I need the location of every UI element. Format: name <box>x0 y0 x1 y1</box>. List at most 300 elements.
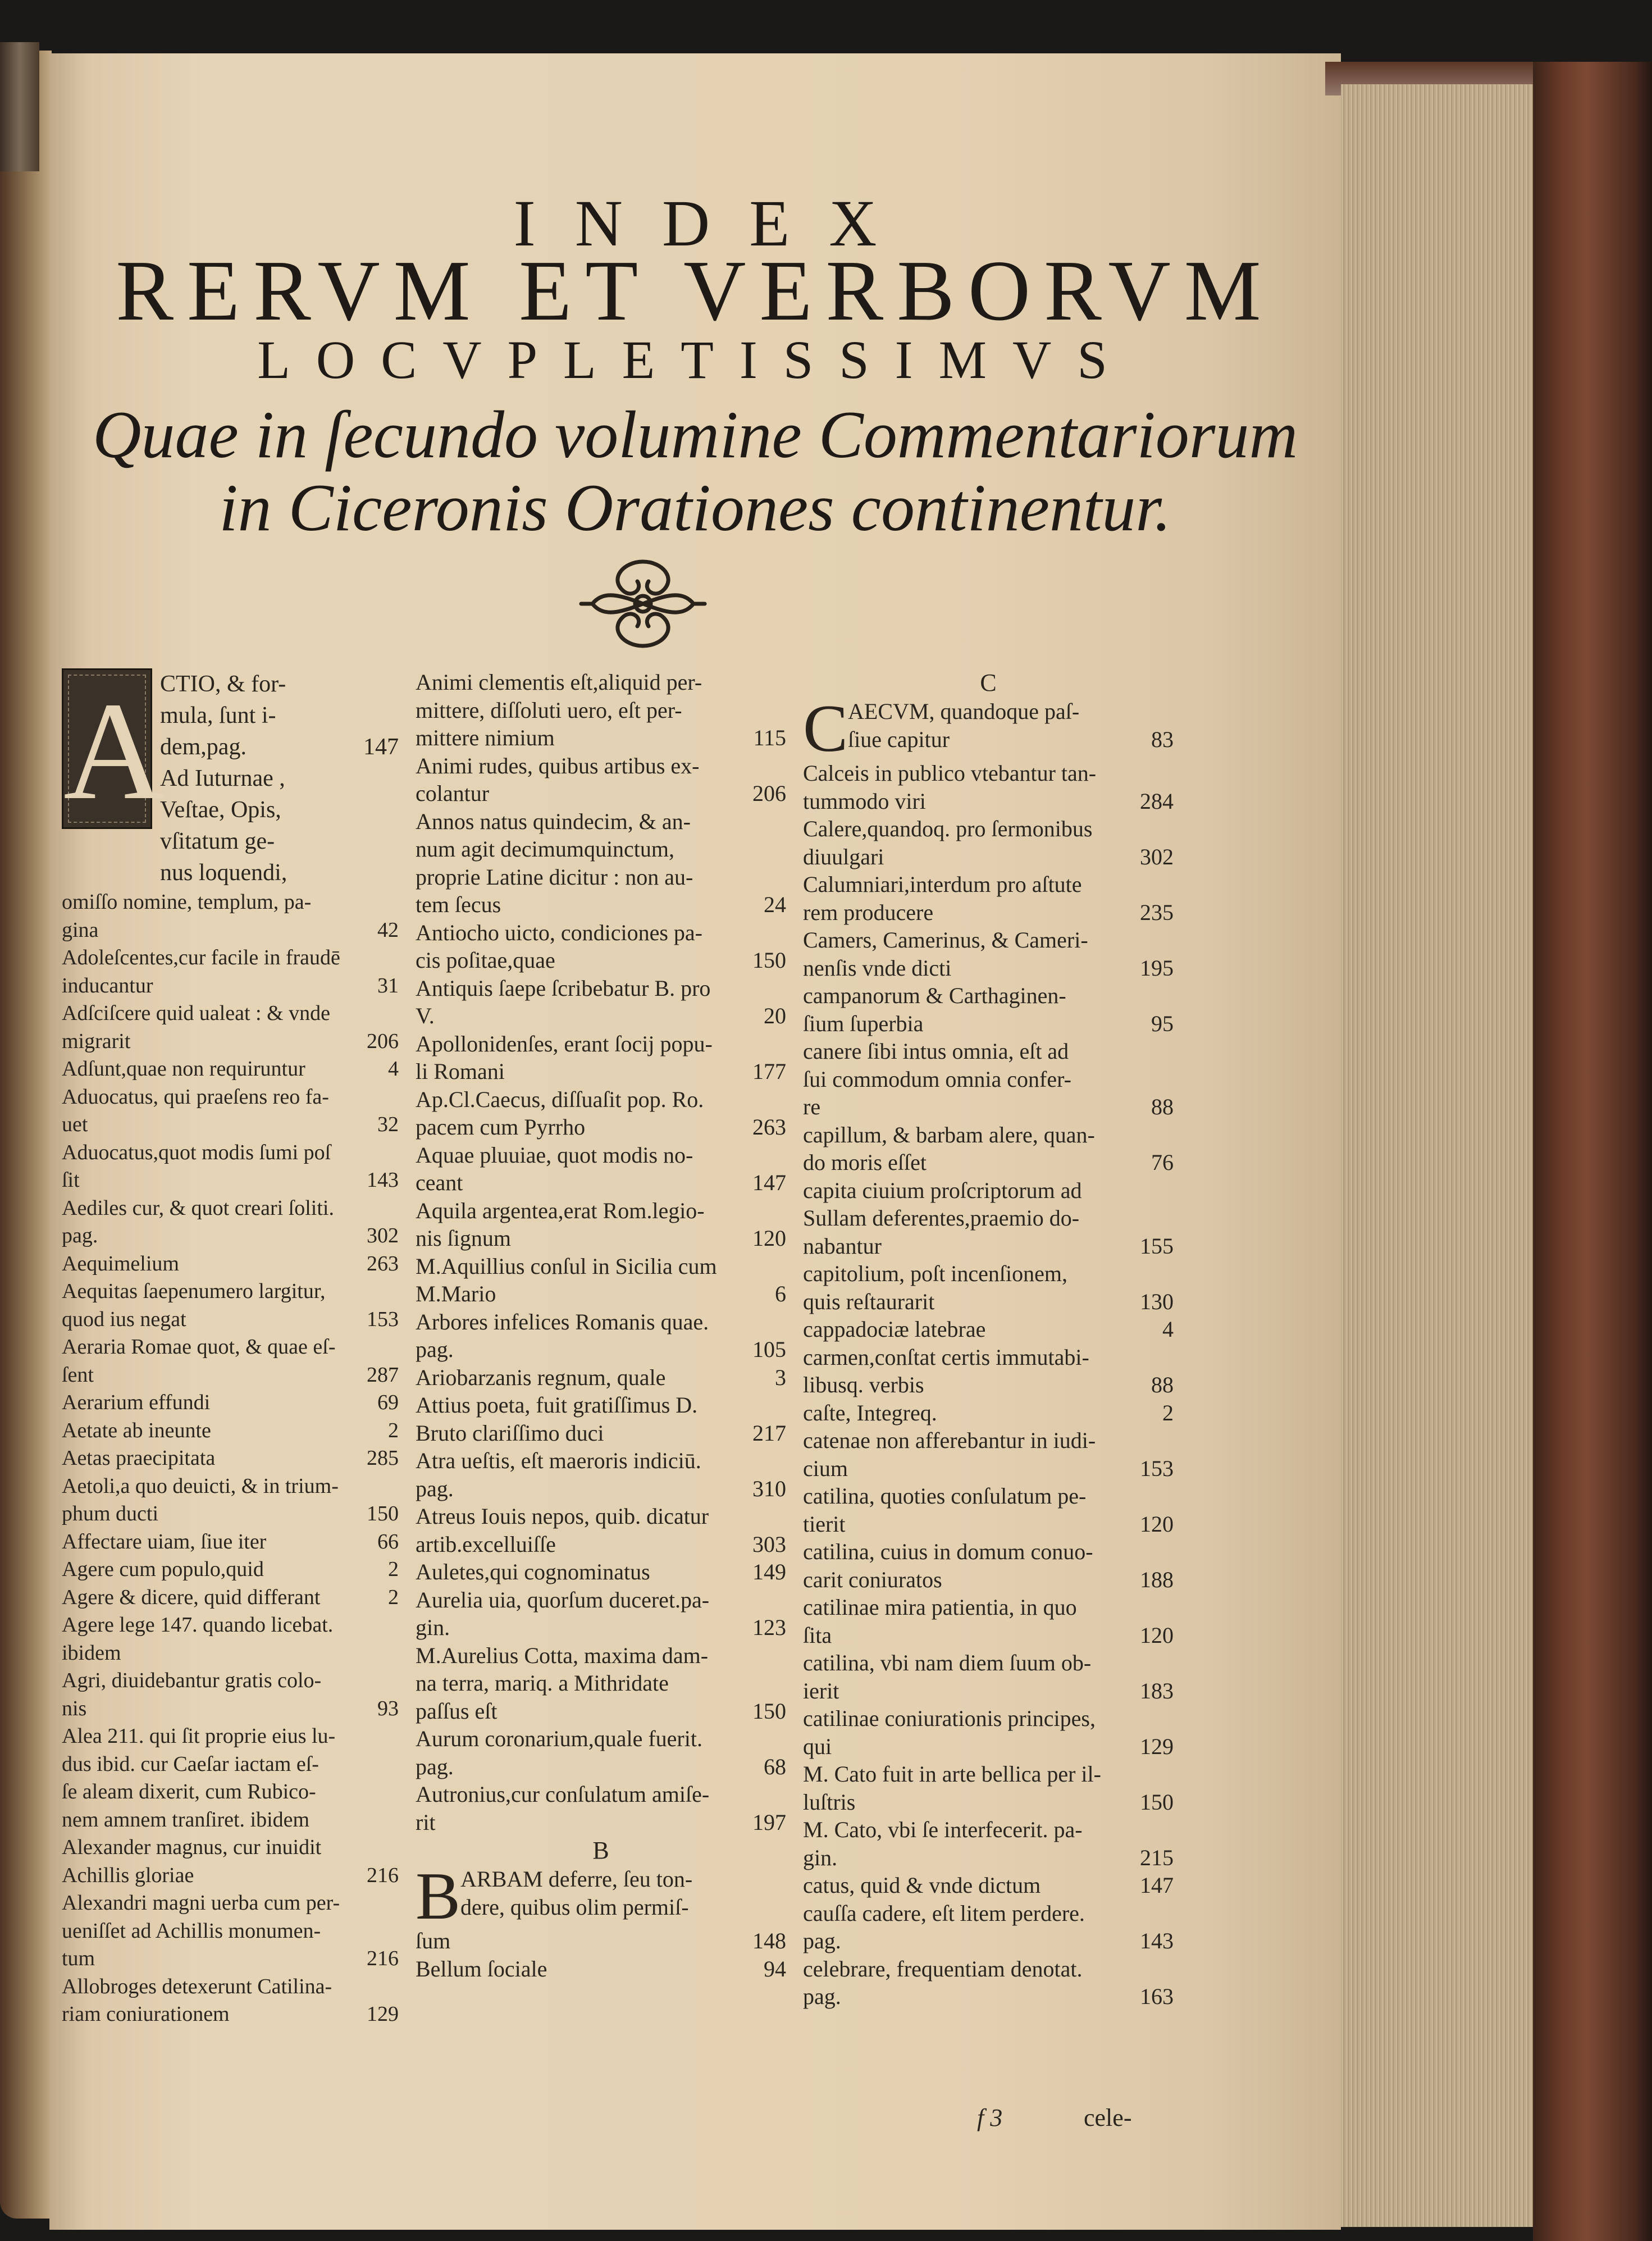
index-entry <box>416 1475 786 1503</box>
index-entry <box>803 1510 1174 1538</box>
leather-cover-edge <box>1533 62 1652 2241</box>
index-entry <box>416 891 786 919</box>
entry-page-number: 147 <box>1140 1873 1174 1898</box>
index-entry <box>416 808 786 836</box>
index-entry <box>416 1502 786 1531</box>
entry-page-number: 120 <box>752 1226 786 1251</box>
entry-page-number: 197 <box>752 1809 786 1835</box>
entry-page-number: 147 <box>752 1170 786 1195</box>
catchword: cele- <box>1084 2104 1132 2131</box>
entry-text: M.Aquillius conſul in Sicilia cum <box>416 1253 717 1279</box>
entry-page-number: 143 <box>367 1168 399 1192</box>
index-entry <box>62 1917 399 1946</box>
entry-page-number: 148 <box>752 1928 786 1953</box>
index-entry <box>416 1391 786 1419</box>
index-entry <box>803 1288 1174 1316</box>
index-entry <box>416 1809 786 1837</box>
entry-text: ARBAM deferre, ſeu ton- <box>460 1866 693 1892</box>
index-entries-col1 <box>62 889 399 2029</box>
decorated-initial-A <box>62 668 165 829</box>
index-entry <box>416 1725 786 1753</box>
entry-page-number: 216 <box>367 1947 399 1970</box>
index-entry <box>848 698 1174 726</box>
entry-page-number: 153 <box>367 1307 399 1331</box>
entry-text: cappadociæ latebrae <box>803 1317 986 1342</box>
entry-page-number: 93 <box>377 1696 399 1720</box>
entry-text: migrarit <box>62 1029 131 1053</box>
entry-text: li Romani <box>416 1059 505 1084</box>
entry-text: ſita <box>803 1622 832 1648</box>
entry-page-number: 150 <box>367 1502 399 1525</box>
left-page-edge <box>0 51 52 2219</box>
entry-page-number: 32 <box>377 1113 399 1136</box>
index-entry <box>416 1447 786 1475</box>
entry-text: pag. <box>416 1753 454 1779</box>
entry-text: riam coniurationem <box>62 2002 230 2026</box>
entry-text: carmen,conſtat certis immutabi- <box>803 1344 1089 1370</box>
index-entry <box>803 1399 1174 1427</box>
entry-text: uet <box>62 1113 88 1136</box>
entry-text: diuulgari <box>803 844 884 869</box>
entry-text: vſitatum ge- <box>160 828 275 854</box>
index-entry <box>803 1955 1174 1983</box>
entry-text: mittere, diſſoluti uero, eſt per- <box>416 697 682 723</box>
index-entry <box>803 1760 1174 1788</box>
index-entry <box>62 1528 399 1556</box>
index-entry <box>62 1055 399 1083</box>
binding-thread <box>0 42 39 171</box>
index-entry <box>803 1788 1174 1816</box>
index-entry <box>416 1419 786 1447</box>
initial-letter: A <box>63 673 165 829</box>
entry-text: M. Cato fuit in arte bellica per il- <box>803 1761 1101 1787</box>
index-entry <box>62 1111 399 1139</box>
entry-text: Calere,quandoq. pro ſermonibus <box>803 816 1093 841</box>
entry-text: M.Mario <box>416 1281 496 1306</box>
entry-page-number: 95 <box>1151 1010 1174 1036</box>
index-entry <box>62 1306 399 1334</box>
index-entry <box>62 1751 399 1779</box>
index-entry <box>416 1780 786 1809</box>
entry-page-number: 150 <box>752 1698 786 1724</box>
entry-page-number: 130 <box>1140 1288 1174 1314</box>
entry-text: dem,pag. <box>160 734 247 760</box>
index-entry <box>62 1333 399 1361</box>
entry-text: tum <box>62 1947 95 1970</box>
entry-text: Calceis in publico vtebantur tan- <box>803 760 1097 786</box>
index-entry <box>803 1149 1174 1177</box>
index-entry <box>62 1028 399 1056</box>
index-entry <box>416 1224 786 1252</box>
index-entry <box>416 1642 786 1670</box>
entry-page-number: 149 <box>752 1559 786 1584</box>
index-entry <box>803 982 1174 1010</box>
entry-page-number: 120 <box>1140 1622 1174 1648</box>
entry-page-number: 4 <box>388 1057 399 1081</box>
entry-text: nem amnem tranſiret. ibidem <box>62 1807 310 1832</box>
entry-page-number: 105 <box>752 1337 786 1362</box>
entry-text: libusq. verbis <box>803 1372 924 1397</box>
entry-text: celebrare, frequentiam denotat. <box>803 1956 1083 1982</box>
index-entry <box>803 1844 1174 1872</box>
index-entry <box>62 1889 399 1917</box>
entry-page-number: 150 <box>1140 1789 1174 1815</box>
entry-page-number: 302 <box>367 1224 399 1247</box>
index-entry <box>62 1723 399 1751</box>
index-entry <box>62 1834 399 1862</box>
entry-text: rem producere <box>803 899 934 925</box>
entry-page-number: 143 <box>1140 1928 1174 1953</box>
subtitle-line-1: Quae in ſecundo volumine Commentariorum <box>92 397 1298 472</box>
index-entry <box>803 843 1174 871</box>
index-entry <box>416 696 786 725</box>
index-entry <box>416 1280 786 1308</box>
entry-text: canere ſibi intus omnia, eſt ad <box>803 1038 1069 1064</box>
index-column-3 <box>803 668 1174 2011</box>
initial-block <box>62 668 399 889</box>
entry-page-number: 302 <box>1140 844 1174 869</box>
index-entry <box>416 1697 786 1725</box>
index-entry <box>803 1343 1174 1372</box>
index-entry <box>160 857 399 889</box>
index-entry <box>416 1558 786 1586</box>
entry-page-number: 20 <box>764 1003 786 1028</box>
entry-text: campanorum & Carthaginen- <box>803 983 1066 1008</box>
entry-text: ibidem <box>62 1641 121 1665</box>
entry-page-number: 76 <box>1151 1150 1174 1175</box>
index-entry <box>803 1177 1174 1205</box>
entry-text: ſe aleam dixerit, cum Rubico- <box>62 1780 316 1803</box>
index-entry <box>62 1667 399 1695</box>
index-column-2 <box>416 668 786 1983</box>
index-entry <box>62 1473 399 1501</box>
entry-text: ueniſſet ad Achillis monumen- <box>62 1919 321 1943</box>
entry-text: catilinae coniurationis principes, <box>803 1706 1096 1731</box>
entry-text: Agere lege 147. quando licebat. <box>62 1613 334 1637</box>
index-entry <box>160 794 399 826</box>
entry-text: Aerarium effundi <box>62 1391 211 1414</box>
entry-text: ſiue capitur <box>848 726 950 752</box>
entry-text: cis poſitae,quae <box>416 948 555 973</box>
index-entry <box>803 1260 1174 1288</box>
entry-text: capita ciuium proſcriptorum ad <box>803 1177 1082 1203</box>
index-entry <box>803 1065 1174 1094</box>
index-entry <box>803 899 1174 927</box>
index-entry <box>416 1927 786 1955</box>
entry-text: Aduocatus, qui praeſens reo fa- <box>62 1085 329 1109</box>
index-entry <box>803 1371 1174 1399</box>
index-entry <box>62 1000 399 1028</box>
entry-text: luſtris <box>803 1789 856 1815</box>
entry-page-number: 129 <box>367 2002 399 2026</box>
entry-text: catus, quid & vnde dictum <box>803 1873 1041 1898</box>
entry-page-number: 66 <box>377 1529 399 1554</box>
index-entry <box>803 1427 1174 1455</box>
entry-text: Aetate ab ineunte <box>62 1418 211 1442</box>
index-entry <box>803 1983 1174 2011</box>
entry-text: Aduocatus,quot modis ſumi poſ <box>62 1140 331 1164</box>
entry-text: qui <box>803 1733 832 1759</box>
entry-text: phum ducti <box>62 1502 159 1525</box>
entry-text: Agere & dicere, quid differant <box>62 1585 321 1609</box>
entry-text: Animi clementis eſt,aliquid per- <box>416 669 702 695</box>
entry-text: ſium ſuperbia <box>803 1010 924 1036</box>
entry-text: cauſſa cadere, eſt litem perdere. <box>803 1900 1085 1926</box>
index-entry <box>803 1927 1174 1955</box>
index-entry <box>803 1621 1174 1650</box>
index-title: INDEX <box>513 186 916 260</box>
index-entry <box>416 1030 786 1058</box>
entry-page-number: 163 <box>1140 1984 1174 2009</box>
entry-page-number: 2 <box>388 1557 399 1581</box>
entry-text: Animi rudes, quibus artibus ex- <box>416 753 700 778</box>
index-entry <box>62 1222 399 1250</box>
entry-text: AECVM, quandoque paſ- <box>848 699 1080 724</box>
index-entry <box>803 1677 1174 1705</box>
entry-text: ſent <box>62 1363 94 1387</box>
index-entry <box>803 926 1174 954</box>
index-entry <box>416 1086 786 1114</box>
entry-text: artib.excelluiſſe <box>416 1531 556 1557</box>
entry-page-number: 284 <box>1140 788 1174 814</box>
entry-text: M. Cato, vbi ſe interfecerit. pa- <box>803 1817 1083 1842</box>
index-entry <box>62 1778 399 1806</box>
index-entry <box>803 871 1174 899</box>
index-entry <box>62 1083 399 1112</box>
index-entry <box>416 1308 786 1336</box>
entry-text: Aquae pluuiae, quot modis no- <box>416 1142 693 1168</box>
index-entry <box>62 1862 399 1890</box>
index-entry <box>803 1093 1174 1121</box>
index-entry <box>160 731 399 763</box>
entry-page-number: 287 <box>367 1363 399 1387</box>
drop-cap-C: C <box>803 691 848 766</box>
entry-page-number: 206 <box>367 1029 399 1053</box>
entry-text: carit coniuratos <box>803 1566 942 1592</box>
entry-page-number: 94 <box>764 1956 786 1982</box>
entry-text: Antiquis ſaepe ſcribebatur B. pro <box>416 975 711 1001</box>
entry-text: Apollonidenſes, erant ſocij popu- <box>416 1031 713 1056</box>
entry-page-number: 153 <box>1140 1455 1174 1481</box>
entry-text: Arbores infelices Romanis quae. <box>416 1309 709 1334</box>
entry-text: quod ius negat <box>62 1307 186 1331</box>
entry-page-number: 24 <box>764 892 786 917</box>
entry-page-number: 215 <box>1140 1844 1174 1870</box>
index-entry <box>62 1639 399 1668</box>
index-entry <box>803 1232 1174 1260</box>
index-entry <box>803 1010 1174 1038</box>
index-entry <box>803 1566 1174 1594</box>
index-entry <box>160 668 399 700</box>
index-entry <box>160 826 399 857</box>
entry-text: ierit <box>803 1678 839 1703</box>
index-entry <box>62 1695 399 1723</box>
entry-text: Sullam deferentes,praemio do- <box>803 1205 1080 1231</box>
index-entry <box>803 1593 1174 1621</box>
entry-page-number: 183 <box>1140 1678 1174 1703</box>
index-entry <box>803 1649 1174 1677</box>
index-entry <box>62 1945 399 1973</box>
entry-page-number: 263 <box>752 1114 786 1140</box>
index-entry <box>62 1389 399 1417</box>
entry-text: proprie Latine dicitur : non au- <box>416 864 693 890</box>
entry-page-number: 217 <box>752 1420 786 1446</box>
entry-text: tummodo viri <box>803 788 926 814</box>
entry-text: dus ibid. cur Caeſar iactam eſ- <box>62 1752 319 1776</box>
entry-page-number: 123 <box>752 1615 786 1640</box>
entry-page-number: 303 <box>752 1531 786 1557</box>
entry-page-number: 263 <box>367 1251 399 1276</box>
title-rerum-et-verborum: RERVM ET VERBORVM <box>116 243 1275 339</box>
entry-page-number: 115 <box>753 725 786 750</box>
index-entry <box>62 1806 399 1834</box>
entry-text: Aurum coronarium,quale fuerit. <box>416 1726 702 1751</box>
index-entries-col3 <box>803 759 1174 2011</box>
index-entries-col2-b <box>416 1927 786 1983</box>
entry-page-number: 147 <box>363 734 399 760</box>
entry-text: omiſſo nomine, templum, pa- <box>62 890 312 914</box>
index-entry <box>460 1893 786 1921</box>
index-entry <box>62 1139 399 1167</box>
entry-page-number: 177 <box>752 1059 786 1084</box>
entry-text: Ad Iuturnae , <box>160 766 285 791</box>
index-column-1 <box>62 668 399 2029</box>
entry-text: do moris eſſet <box>803 1150 927 1175</box>
entry-page-number: 6 <box>775 1281 786 1306</box>
entry-text: quis reſtaurarit <box>803 1288 935 1314</box>
entry-text: nenſis vnde dicti <box>803 955 952 981</box>
index-entry <box>803 1121 1174 1149</box>
title-locupletissimus: LOCVPLETISSIMVS <box>257 330 1133 390</box>
entry-page-number: 4 <box>1162 1317 1174 1342</box>
entry-text: Attius poeta, fuit gratiſſimus D. <box>416 1392 698 1418</box>
index-entry <box>416 1753 786 1781</box>
entry-text: Alea 211. qui ſit proprie eius lu- <box>62 1724 336 1748</box>
entry-page-number: 206 <box>752 781 786 806</box>
index-entry <box>416 1169 786 1197</box>
entry-page-number: 310 <box>752 1475 786 1501</box>
entry-text: paſſus eſt <box>416 1698 498 1724</box>
index-entry <box>62 1195 399 1223</box>
entry-text: Aetoli,a quo deuicti, & in trium- <box>62 1474 339 1498</box>
index-entry <box>62 1278 399 1306</box>
entry-text: nus loquendi, <box>160 860 287 886</box>
entry-text: Veſtae, Opis, <box>160 797 281 823</box>
printer-ornament-icon <box>570 556 716 652</box>
entry-text: M.Aurelius Cotta, maxima dam- <box>416 1642 709 1668</box>
entry-text: Ariobarzanis regnum, quale <box>416 1364 666 1390</box>
index-entry <box>62 917 399 945</box>
entry-text: Adſunt,quae non requiruntur <box>62 1057 305 1081</box>
entry-page-number: 188 <box>1140 1566 1174 1592</box>
index-entry <box>416 835 786 863</box>
index-entry <box>62 889 399 917</box>
entry-text: pag. <box>62 1224 98 1247</box>
entry-text: Calumniari,interdum pro aſtute <box>803 872 1082 897</box>
index-entry <box>416 1669 786 1697</box>
entry-page-number: 42 <box>377 918 399 942</box>
entry-text: re <box>803 1094 821 1119</box>
index-entry <box>803 1538 1174 1566</box>
index-entry <box>416 1364 786 1392</box>
index-entry <box>803 759 1174 787</box>
index-entry <box>62 1361 399 1390</box>
entry-text: capitolium, poſt incenſionem, <box>803 1261 1068 1286</box>
entry-text: Autronius,cur conſulatum amiſe- <box>416 1782 710 1807</box>
entry-page-number: 83 <box>1151 726 1174 752</box>
index-entry <box>160 763 399 794</box>
entry-text: capillum, & barbam alere, quan- <box>803 1122 1095 1147</box>
entry-text: gin. <box>416 1615 450 1640</box>
entry-text: Atreus Iouis nepos, quib. dicatur <box>416 1504 709 1529</box>
entry-text: catenae non afferebantur in iudi- <box>803 1428 1096 1453</box>
drop-entry-C <box>803 691 1174 766</box>
index-entry <box>803 954 1174 982</box>
entry-text: caſte, Integreq. <box>803 1400 937 1425</box>
entry-text: ceant <box>416 1170 463 1195</box>
entry-text: gin. <box>803 1844 838 1870</box>
entry-text: Antiocho uicto, condiciones pa- <box>416 919 702 945</box>
entry-text: nis ſignum <box>416 1226 512 1251</box>
entry-text: gina <box>62 918 99 942</box>
entry-text: Adoleſcentes,cur facile in fraudē <box>62 946 340 969</box>
entry-text: inducantur <box>62 973 153 997</box>
index-entry <box>803 1482 1174 1510</box>
entry-text: Aeraria Romae quot, & quae eſ- <box>62 1335 336 1359</box>
index-entry <box>416 780 786 808</box>
entry-text: na terra, mariq. a Mithridate <box>416 1670 669 1696</box>
entry-text: Aediles cur, & quot creari ſoliti. <box>62 1196 334 1220</box>
letter-heading-C: C <box>980 669 997 696</box>
index-entry <box>848 726 1174 754</box>
entry-text: Aquila argentea,erat Rom.legio- <box>416 1197 705 1223</box>
index-entry <box>803 1315 1174 1343</box>
index-entry <box>416 752 786 780</box>
index-entry <box>460 1865 786 1893</box>
index-entry <box>62 1500 399 1528</box>
index-entry <box>803 787 1174 816</box>
index-entry <box>416 974 786 1003</box>
entry-page-number: 3 <box>775 1364 786 1390</box>
index-entry <box>416 1252 786 1281</box>
index-entry <box>803 815 1174 843</box>
index-entry <box>62 1973 399 2001</box>
drop-cap-B: B <box>416 1859 461 1933</box>
index-entry <box>803 1733 1174 1761</box>
index-entry <box>416 1614 786 1642</box>
entry-text: catilina, vbi nam diem ſuum ob- <box>803 1650 1092 1675</box>
index-entry <box>62 944 399 972</box>
entry-page-number: 195 <box>1140 955 1174 981</box>
index-entry <box>62 1584 399 1612</box>
entry-text: Affectare uiam, ſiue iter <box>62 1529 267 1554</box>
entry-text: ſum <box>416 1928 451 1953</box>
entry-text: Bellum ſociale <box>416 1956 547 1982</box>
index-entry <box>62 1167 399 1195</box>
entry-text: tem ſecus <box>416 892 501 917</box>
entry-text: Aequimelium <box>62 1251 179 1276</box>
index-entry <box>803 1816 1174 1844</box>
entry-text: Allobroges detexerunt Catilina- <box>62 1974 332 1998</box>
subtitle-line-2: in Ciceronis Orationes continentur. <box>219 470 1171 545</box>
entry-page-number: 155 <box>1140 1233 1174 1259</box>
entry-text: pag. <box>416 1475 454 1501</box>
entry-text: num agit decimumquinctum, <box>416 836 675 862</box>
index-entry <box>416 919 786 947</box>
entry-text: Agri, diuidebantur gratis colo- <box>62 1669 322 1692</box>
entry-text: Achillis gloriae <box>62 1863 194 1887</box>
index-entry <box>416 724 786 752</box>
